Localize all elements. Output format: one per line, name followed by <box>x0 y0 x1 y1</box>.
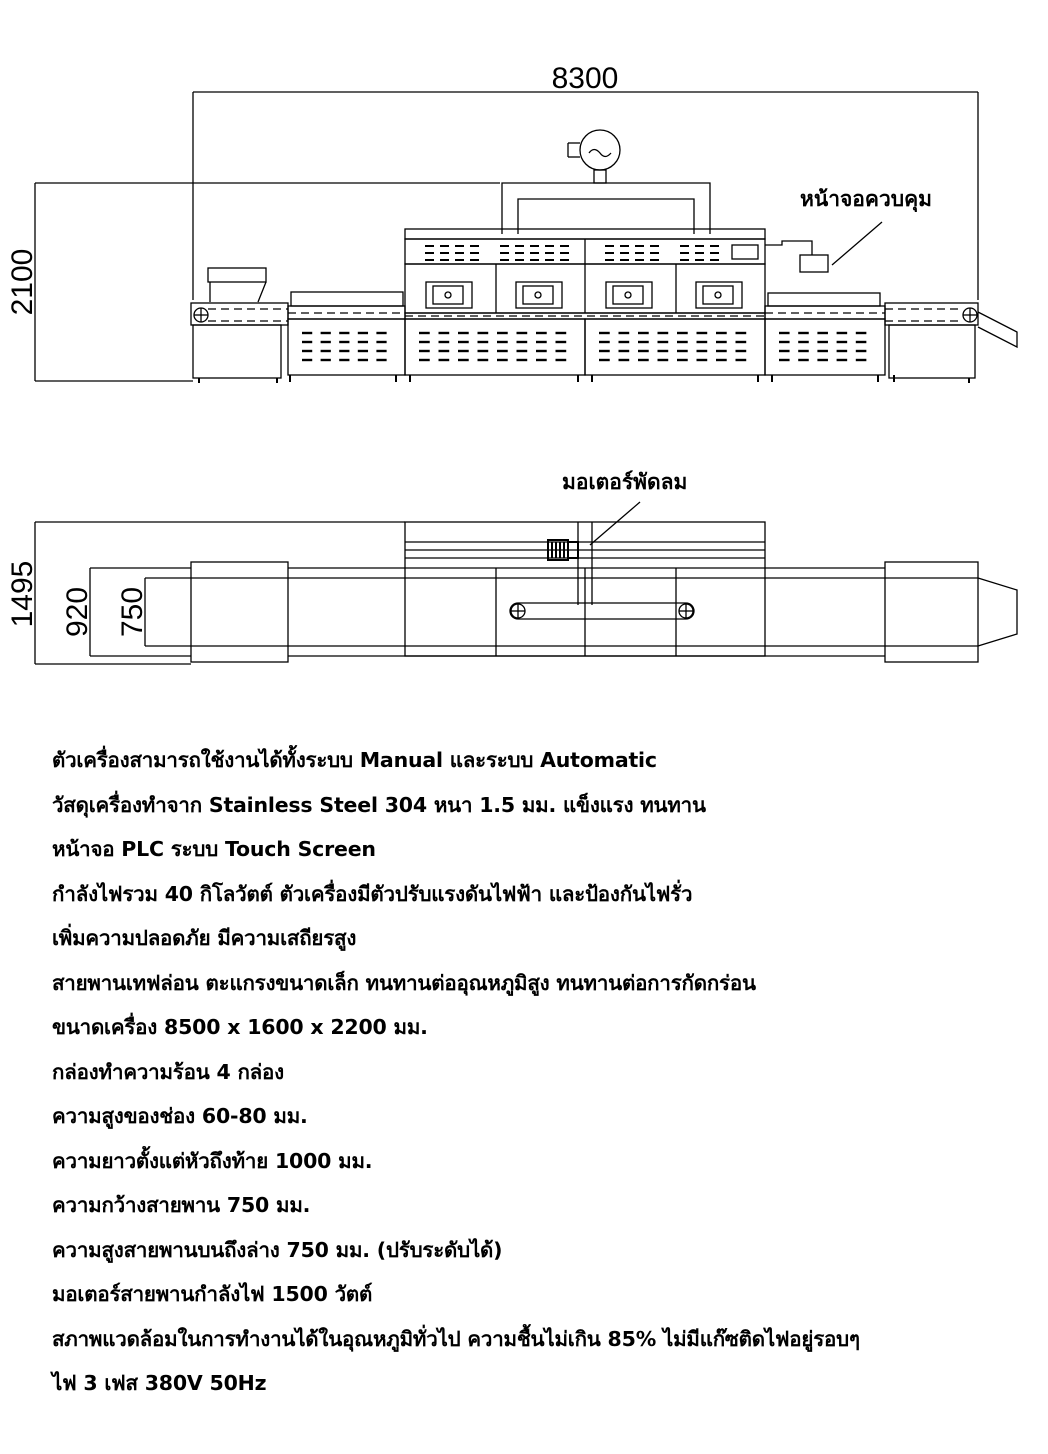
spec-item: กล่องทำความร้อน 4 กล่อง <box>52 1059 284 1084</box>
heating-chambers <box>405 229 765 319</box>
fan-motor-symbol <box>568 130 620 183</box>
dimension-label-920: 920 <box>61 586 94 638</box>
dimension-label-2100: 2100 <box>6 248 39 316</box>
spec-item: กำลังไฟรวม 40 กิโลวัตต์ ตัวเครื่องมีตัวปรับแรงดันไฟฟ้า และป้องกันไฟรั่ว <box>52 881 693 906</box>
spec-item: ความสูงของช่อง 60-80 มม. <box>52 1104 308 1128</box>
dimension-belt-width <box>116 578 191 646</box>
fan-motor-top <box>548 470 687 560</box>
spec-item: สายพานเทฟล่อน ตะแกรงขนาดเล็ก ทนทานต่ออุณหภูมิสูง ทนทานต่อการกัดกร่อน <box>52 970 756 995</box>
exhaust-duct <box>502 183 710 234</box>
plc-touch-screen <box>732 245 758 259</box>
spec-item: สภาพแวดล้อมในการทำงานได้ในอุณหภูมิทั่วไป ความชื้นไม่เกิน 85% ไม่มีแก๊ซติดไฟอยู่รอบๆ <box>52 1326 860 1351</box>
dimension-label-1495: 1495 <box>6 560 39 628</box>
top-view <box>6 470 1017 664</box>
spec-item: เพิ่มความปลอดภัย มีความเสถียรสูง <box>52 926 357 950</box>
spec-item: ความยาวตั้งแต่หัวถึงท้าย 1000 มม. <box>52 1148 373 1173</box>
specification-list <box>52 740 1042 1408</box>
spec-item: ตัวเครื่องสามารถใช้งานได้ทั้งระบบ Manual และระบบ Automatic <box>52 748 657 772</box>
infeed-conveyor <box>191 303 288 378</box>
chamber-doors <box>426 282 742 308</box>
dimension-label-8300: 8300 <box>551 62 619 95</box>
spec-item: วัสดุเครื่องทำจาก Stainless Steel 304 หนา 1.5 มม. แข็งแรง ทนทาน <box>52 792 706 817</box>
spec-item: ขนาดเครื่อง 8500 x 1600 x 2200 มม. <box>52 1015 428 1039</box>
outfeed-conveyor <box>885 303 1017 378</box>
callout-control-panel: หน้าจอควบคุม <box>800 187 932 211</box>
machine-technical-drawing <box>0 0 1048 700</box>
spec-item: มอเตอร์สายพานกำลังไฟ 1500 วัตต์ <box>52 1282 373 1306</box>
dimension-label-750: 750 <box>116 586 149 638</box>
control-panel-box <box>765 187 932 272</box>
spec-item: หน้าจอ PLC ระบบ Touch Screen <box>52 837 376 861</box>
spec-item: ความกว้างสายพาน 750 มม. <box>52 1193 311 1217</box>
drive-belt <box>510 603 694 619</box>
left-transition-tunnel <box>288 292 405 319</box>
top-chamber-outline <box>405 522 765 656</box>
spec-item: ไฟ 3 เฟส 380V 50Hz <box>52 1371 267 1395</box>
infeed-hopper <box>208 268 266 302</box>
spec-item: ความสูงสายพานบนถึงล่าง 750 มม. (ปรับระดับได้) <box>52 1237 503 1262</box>
side-view <box>6 62 1017 383</box>
lower-cabinets <box>199 319 969 383</box>
right-transition-tunnel <box>765 293 885 319</box>
callout-fan-motor: มอเตอร์พัดลม <box>562 470 688 494</box>
top-belt-path <box>191 562 1017 662</box>
